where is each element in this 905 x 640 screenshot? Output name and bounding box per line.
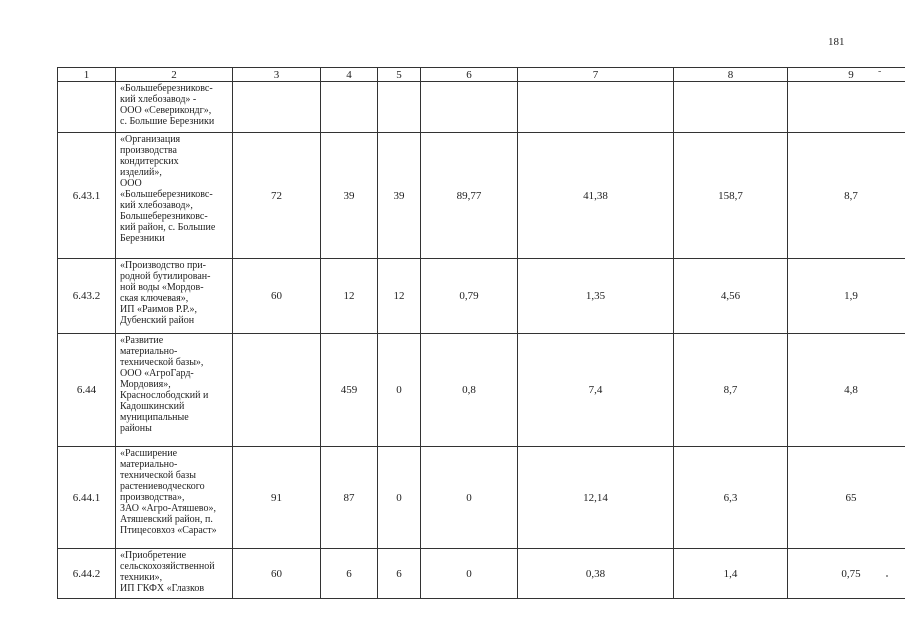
table-cell: 7,4 <box>518 334 674 447</box>
column-header: 7 <box>518 68 674 82</box>
table-cell <box>421 82 518 133</box>
table-cell: 158,7 <box>674 133 788 259</box>
table-cell: 0 <box>421 549 518 599</box>
table-cell: 8,7 <box>674 334 788 447</box>
table-cell: 0,79 <box>421 259 518 334</box>
table-row <box>58 259 905 334</box>
table-row <box>58 82 905 133</box>
table-cell <box>233 334 321 447</box>
table-row <box>58 447 905 549</box>
table-cell: 1,9 <box>788 259 905 334</box>
table-cell: 4,56 <box>674 259 788 334</box>
table-cell: 65 <box>788 447 905 549</box>
row-number: 6.43.1 <box>58 133 116 259</box>
column-header: 4 <box>321 68 378 82</box>
table-cell <box>233 82 321 133</box>
table-cell: 0 <box>421 447 518 549</box>
column-header: 2 <box>116 68 233 82</box>
column-header: 6 <box>421 68 518 82</box>
row-number: 6.44.2 <box>58 549 116 599</box>
table-cell: 0 <box>378 447 421 549</box>
table-cell: 4,8 <box>788 334 905 447</box>
column-header: 9 <box>788 68 905 82</box>
row-number: 6.44.1 <box>58 447 116 549</box>
table-cell: 41,38 <box>518 133 674 259</box>
table-cell: 39 <box>321 133 378 259</box>
table-cell: 87 <box>321 447 378 549</box>
table-cell: 0 <box>378 334 421 447</box>
table-cell: 12,14 <box>518 447 674 549</box>
column-header: 5 <box>378 68 421 82</box>
table-cell <box>321 82 378 133</box>
margin-mark: - <box>878 66 882 77</box>
table-cell: 0,75 <box>788 549 905 599</box>
column-header: 8 <box>674 68 788 82</box>
row-number: 6.44 <box>58 334 116 447</box>
table-cell: 1,4 <box>674 549 788 599</box>
table-cell: 72 <box>233 133 321 259</box>
row-description: «Развитие материально- технической базы», ООО «АгроГард- Мордовия», Краснослободский и Кадошкинский муниципальные районы <box>116 334 233 447</box>
table-header-row <box>58 68 905 82</box>
row-description: «Производство при- родной бутилирован- ной воды «Мордов- ская ключевая», ИП «Раимов Р.Р.», Дубенский район <box>116 259 233 334</box>
page-number: 181 <box>828 36 845 48</box>
table-cell <box>378 82 421 133</box>
column-header: 3 <box>233 68 321 82</box>
table-cell: 0,8 <box>421 334 518 447</box>
table-cell: 6,3 <box>674 447 788 549</box>
table-cell: 6 <box>378 549 421 599</box>
row-number <box>58 82 116 133</box>
row-description: «Организация производства кондитерских изделий», ООО «Большеберезниковс- кий хлебозавод», Большеберезниковс- кий район, с. Большие Березники <box>116 133 233 259</box>
row-description: «Приобретение сельскохозяйственной техники», ИП ГКФХ «Глазков <box>116 549 233 599</box>
table-cell: 6 <box>321 549 378 599</box>
table-row <box>58 133 905 259</box>
row-number: 6.43.2 <box>58 259 116 334</box>
table-cell <box>788 82 905 133</box>
table-cell: 12 <box>378 259 421 334</box>
table-cell: 12 <box>321 259 378 334</box>
table-row <box>58 334 905 447</box>
table-row <box>58 549 905 599</box>
table-cell: 1,35 <box>518 259 674 334</box>
table-cell: 459 <box>321 334 378 447</box>
table-cell <box>518 82 674 133</box>
table-cell: 60 <box>233 549 321 599</box>
row-description: «Расширение материально- технической базы растениеводческого производства», ЗАО «Агро-Атяшево», Атяшевский район, п. Птицесовхоз «Сараст» <box>116 447 233 549</box>
table-cell: 8,7 <box>788 133 905 259</box>
table-cell: 91 <box>233 447 321 549</box>
table-cell: 39 <box>378 133 421 259</box>
table-cell: 0,38 <box>518 549 674 599</box>
row-description: «Большеберезниковс- кий хлебозавод» - ООО «Северикондг», с. Большие Березники <box>116 82 233 133</box>
table-cell <box>674 82 788 133</box>
table-cell: 89,77 <box>421 133 518 259</box>
table-cell: 60 <box>233 259 321 334</box>
data-table <box>57 67 905 599</box>
column-header: 1 <box>58 68 116 82</box>
